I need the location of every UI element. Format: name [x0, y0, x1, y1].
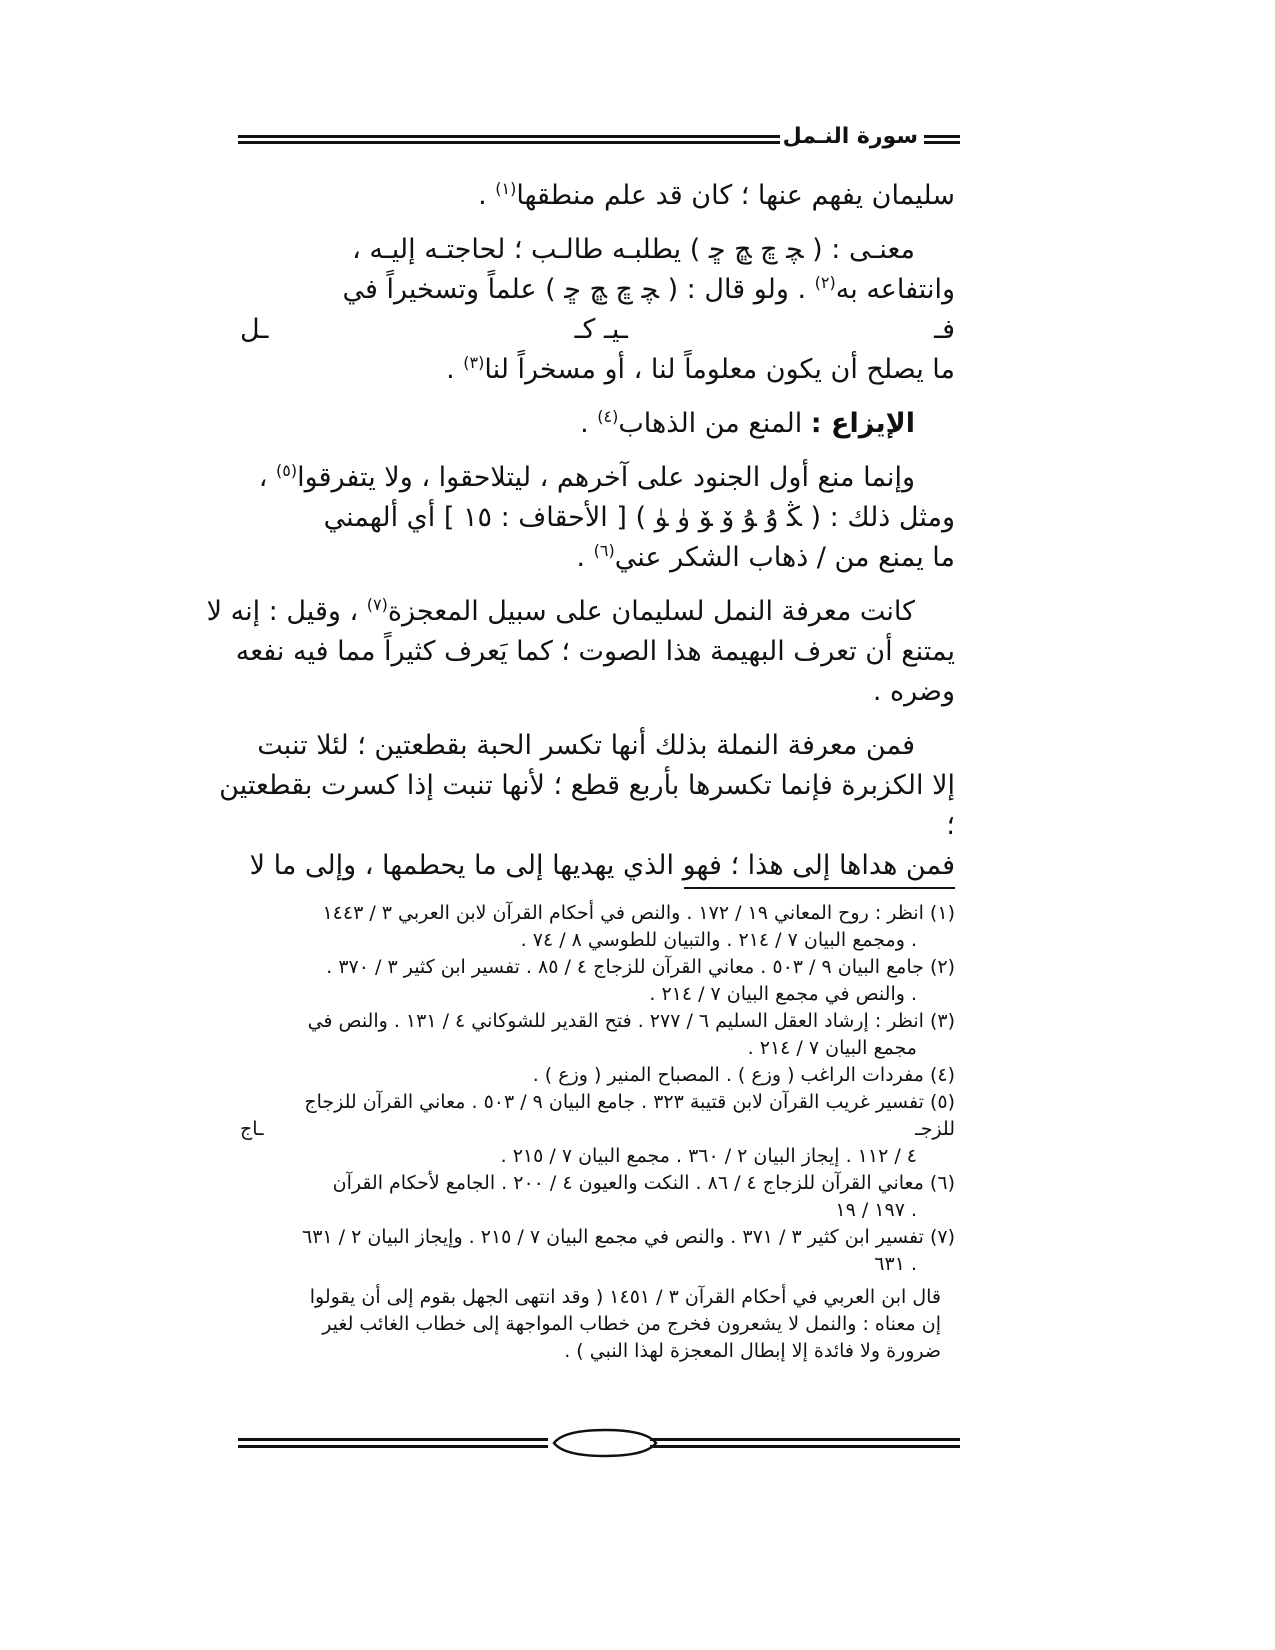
footnote-line: (٦) معاني القرآن للزجاج ٤ / ٨٦ . النكت والعيون ٤ / ٢٠٠ . الجامع لأحكام القرآن [332, 1172, 955, 1194]
footnote-ref: (٧) [366, 595, 388, 614]
footnote-ref: (٢) [814, 273, 836, 292]
text-line: ومثل ذلك : ( ﯖ ﯗ ﯘ ﯙ ﯚ ﯛ ﯜ ) [ الأحقاف : ١٥ ] أي ألهمني [323, 502, 955, 533]
text-line: كانت معرفة النمل لسليمان على سبيل المعجزة$^{(٧)}$ ، وقيل : إنه لا [206, 595, 915, 627]
footnote-line: . ومجمع البيان ٧ / ٢١٤ . والتبيان للطوسي ٨ / ٧٤ . [520, 929, 917, 951]
footnotes [240, 900, 955, 1365]
header-rule [238, 135, 780, 144]
footnote-note-line: إن معناه : والنمل لا يشعرون فخرج من خطاب المواجهة إلى خطاب الغائب لغير [322, 1313, 941, 1335]
footer-rule-right [650, 1438, 960, 1448]
text-line: وانتفاعه به$^{(٢)}$ . ولو قال : ( ﭽ ﭾ ﭿ ﮀ ) علماً وتسخيراً في [342, 273, 955, 305]
footnote-line: (١) انظر : روح المعاني ١٩ / ١٧٢ . والنص في أحكام القرآن لابن العربي ٣ / ١٤٤٣ [322, 902, 955, 924]
text-line: ما يصلح أن يكون معلوماً لنا ، أو مسخراً لنا$^{(٣)}$ . [446, 353, 955, 385]
footnote-line: . والنص في مجمع البيان ٧ / ٢١٤ . [649, 983, 917, 1005]
text-line: إلا الكزبرة فإنما تكسرها بأربع قطع ؛ لأنها تنبت إذا كسرت بقطعتين [219, 770, 955, 801]
footer-rule-left [238, 1438, 548, 1448]
footnote-ref: (٣) [463, 353, 485, 372]
footnote-line: (٧) تفسير ابن كثير ٣ / ٣٧١ . والنص في مجمع البيان ٧ / ٢١٥ . وإيجاز البيان ٢ / ٦٣١ [301, 1226, 955, 1248]
footnote-line: (٥) تفسير غريب القرآن لابن قتيبة ٣٢٣ . جامع البيان ٩ / ٥٠٣ . معاني القرآن للزجاج [304, 1091, 955, 1113]
text-line: وضره . [872, 676, 955, 707]
footnote-note-line: قال ابن العربي في أحكام القرآن ٣ / ١٤٥١ ( وقد انتهى الجهل بقوم إلى أن يقولوا [309, 1286, 941, 1308]
stretched-footnote-line: للزجـ ـاج [240, 1118, 955, 1140]
footnote-ref: (١) [495, 179, 517, 198]
footnote-line: (٤) مفردات الراغب ( وزع ) . المصباح المنير ( وزع ) . [532, 1064, 955, 1086]
footnote-line: . ١٩٧ / ١٩ [835, 1199, 917, 1221]
footnote-note-line: ضرورة ولا فائدة إلا إبطال المعجزة لهذا النبي ) . [564, 1340, 941, 1362]
main-text [206, 176, 955, 886]
text-line: معنـى : ( ﭽ ﭾ ﭿ ﮀ ) يطلبـه طالـب ؛ لحاجتـه إليـه ، [352, 234, 915, 265]
footnote-line: . ٦٣١ [874, 1253, 917, 1275]
term-heading: الإيزاع : [810, 408, 915, 439]
page-header [238, 118, 960, 158]
page-footer [238, 1426, 960, 1462]
footnote-ref: (٦) [593, 541, 615, 560]
text-line: فمن هداها إلى هذا ؛ فهو الذي يهديها إلى ما يحطمها ، وإلى ما لا [249, 850, 955, 881]
footnote-line: (٣) انظر : إرشاد العقل السليم ٦ / ٢٧٧ . فتح القدير للشوكاني ٤ / ١٣١ . والنص في [307, 1010, 955, 1032]
footnote-line: مجمع البيان ٧ / ٢١٤ . [747, 1037, 917, 1059]
text-line: وإنما منع أول الجنود على آخرهم ، ليتلاحقوا ، ولا يتفرقوا$^{(٥)}$ ، [258, 461, 915, 493]
text-line: ما يمنع من / ذهاب الشكر عني$^{(٦)}$ . [576, 541, 955, 573]
footnote-separator [684, 887, 955, 889]
text-line: يمتنع أن تعرف البهيمة هذا الصوت ؛ كما يَعرف كثيراً مما فيه نفعه [235, 636, 955, 667]
text-line: فمن معرفة النملة بذلك أنها تكسر الحبة بقطعتين ؛ لئلا تنبت [257, 730, 915, 761]
text-line: الإيزاع : المنع من الذهاب$^{(٤)}$ . [580, 407, 915, 439]
footnote-line: ٤ / ١١٢ . إيجاز البيان ٢ / ٣٦٠ . مجمع البيان ٧ / ٢١٥ . [500, 1145, 917, 1167]
text-line: ؛ [946, 810, 955, 841]
page-number-oval [552, 1428, 658, 1458]
stretched-line: فـ ـيـ كـ ـل [240, 314, 955, 345]
text-line: سليمان يفهم عنها ؛ كان قد علم منطقها$^{(١)}$ . [478, 179, 955, 211]
footnote-ref: (٤) [597, 407, 619, 426]
header-rule-short [924, 135, 960, 144]
footnote-line: (٢) جامع البيان ٩ / ٥٠٣ . معاني القرآن للزجاج ٤ / ٨٥ . تفسير ابن كثير ٣ / ٣٧٠ . [326, 956, 955, 978]
footnote-ref: (٥) [276, 461, 298, 480]
surah-title: سورة النـمل [782, 124, 918, 149]
